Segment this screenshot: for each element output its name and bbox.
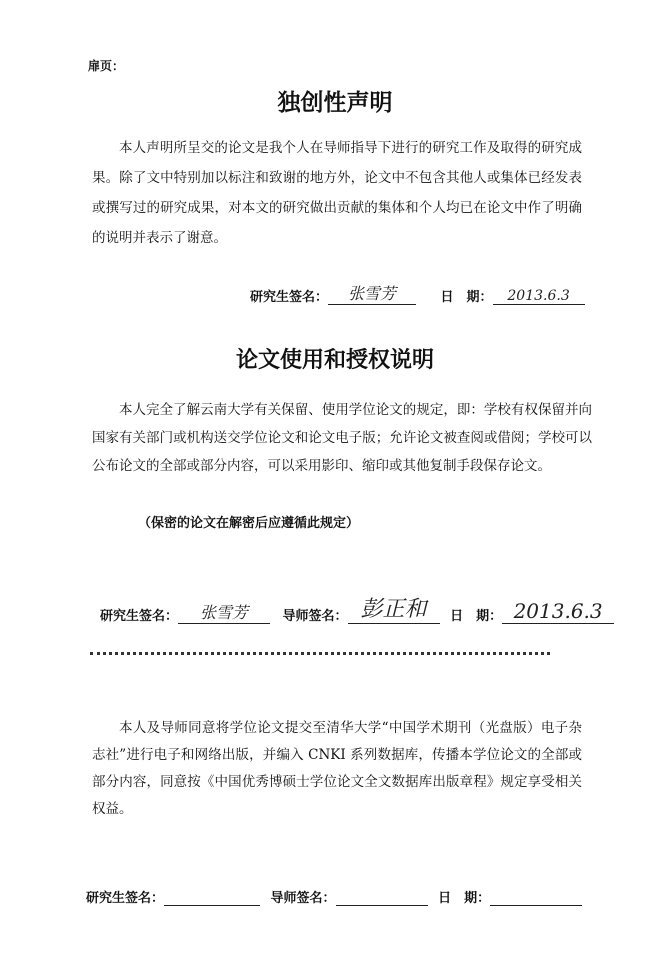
confidential-note: （保密的论文在解密后应遵循此规定） — [138, 516, 360, 531]
originality-title: 独创性声明 — [277, 90, 393, 116]
authorization-body: 本人完全了解云南大学有关保留、使用学位论文的规定，即：学校有权保留并向国家有关部门或机构送交学位论文和论文电子版；允许论文被查阅或借阅；学校可以公布论文的全部或部分内容，可以采用影印、缩印或其他复制手段保存论文。 — [92, 402, 592, 474]
student-signature-line — [164, 891, 260, 906]
advisor-signature-line — [336, 891, 428, 906]
student-signature: 张雪芳 — [178, 600, 270, 624]
student-signature: 张雪芳 — [328, 281, 416, 305]
advisor-signature-label: 导师签名： — [282, 609, 348, 624]
cnki-signature-row — [86, 887, 582, 906]
date-line — [490, 891, 582, 906]
date-value: 2013.6.3 — [502, 599, 614, 624]
student-signature-label: 研究生签名： — [250, 290, 329, 305]
date-value: 2013.6.3 — [493, 288, 585, 305]
student-signature-label: 研究生签名： — [86, 891, 165, 906]
advisor-signature: 彭正和 — [348, 592, 440, 624]
dotted-divider — [90, 652, 550, 655]
cnki-body: 本人及导师同意将学位论文提交至清华大学“中国学术期刊（光盘版）电子杂志社”进行电子和网络出版，并编入 CNKI 系列数据库，传播本学位论文的全部或部分内容，同意按《中国优秀博硕士学位论文全文数据库出版章程》规定享受相关权益。 — [92, 720, 582, 817]
date-label: 日 期： — [440, 290, 493, 305]
advisor-signature-label: 导师签名： — [270, 891, 336, 906]
authorization-title: 论文使用和授权说明 — [235, 348, 434, 373]
originality-body: 本人声明所呈交的论文是我个人在导师指导下进行的研究工作及取得的研究成果。除了文中特别加以标注和致谢的地方外，论文中不包含其他人或集体已经发表或撰写过的研究成果，对本文的研究做出贡献的集体和个人均已在论文中作了明确的说明并表示了谢意。 — [92, 140, 582, 246]
originality-signature-row — [250, 281, 585, 305]
date-label: 日 期： — [450, 609, 503, 624]
student-signature-label: 研究生签名： — [100, 609, 179, 624]
authorization-signature-row — [100, 592, 614, 624]
page-label: 扉页： — [88, 59, 125, 73]
date-label: 日 期： — [438, 891, 491, 906]
